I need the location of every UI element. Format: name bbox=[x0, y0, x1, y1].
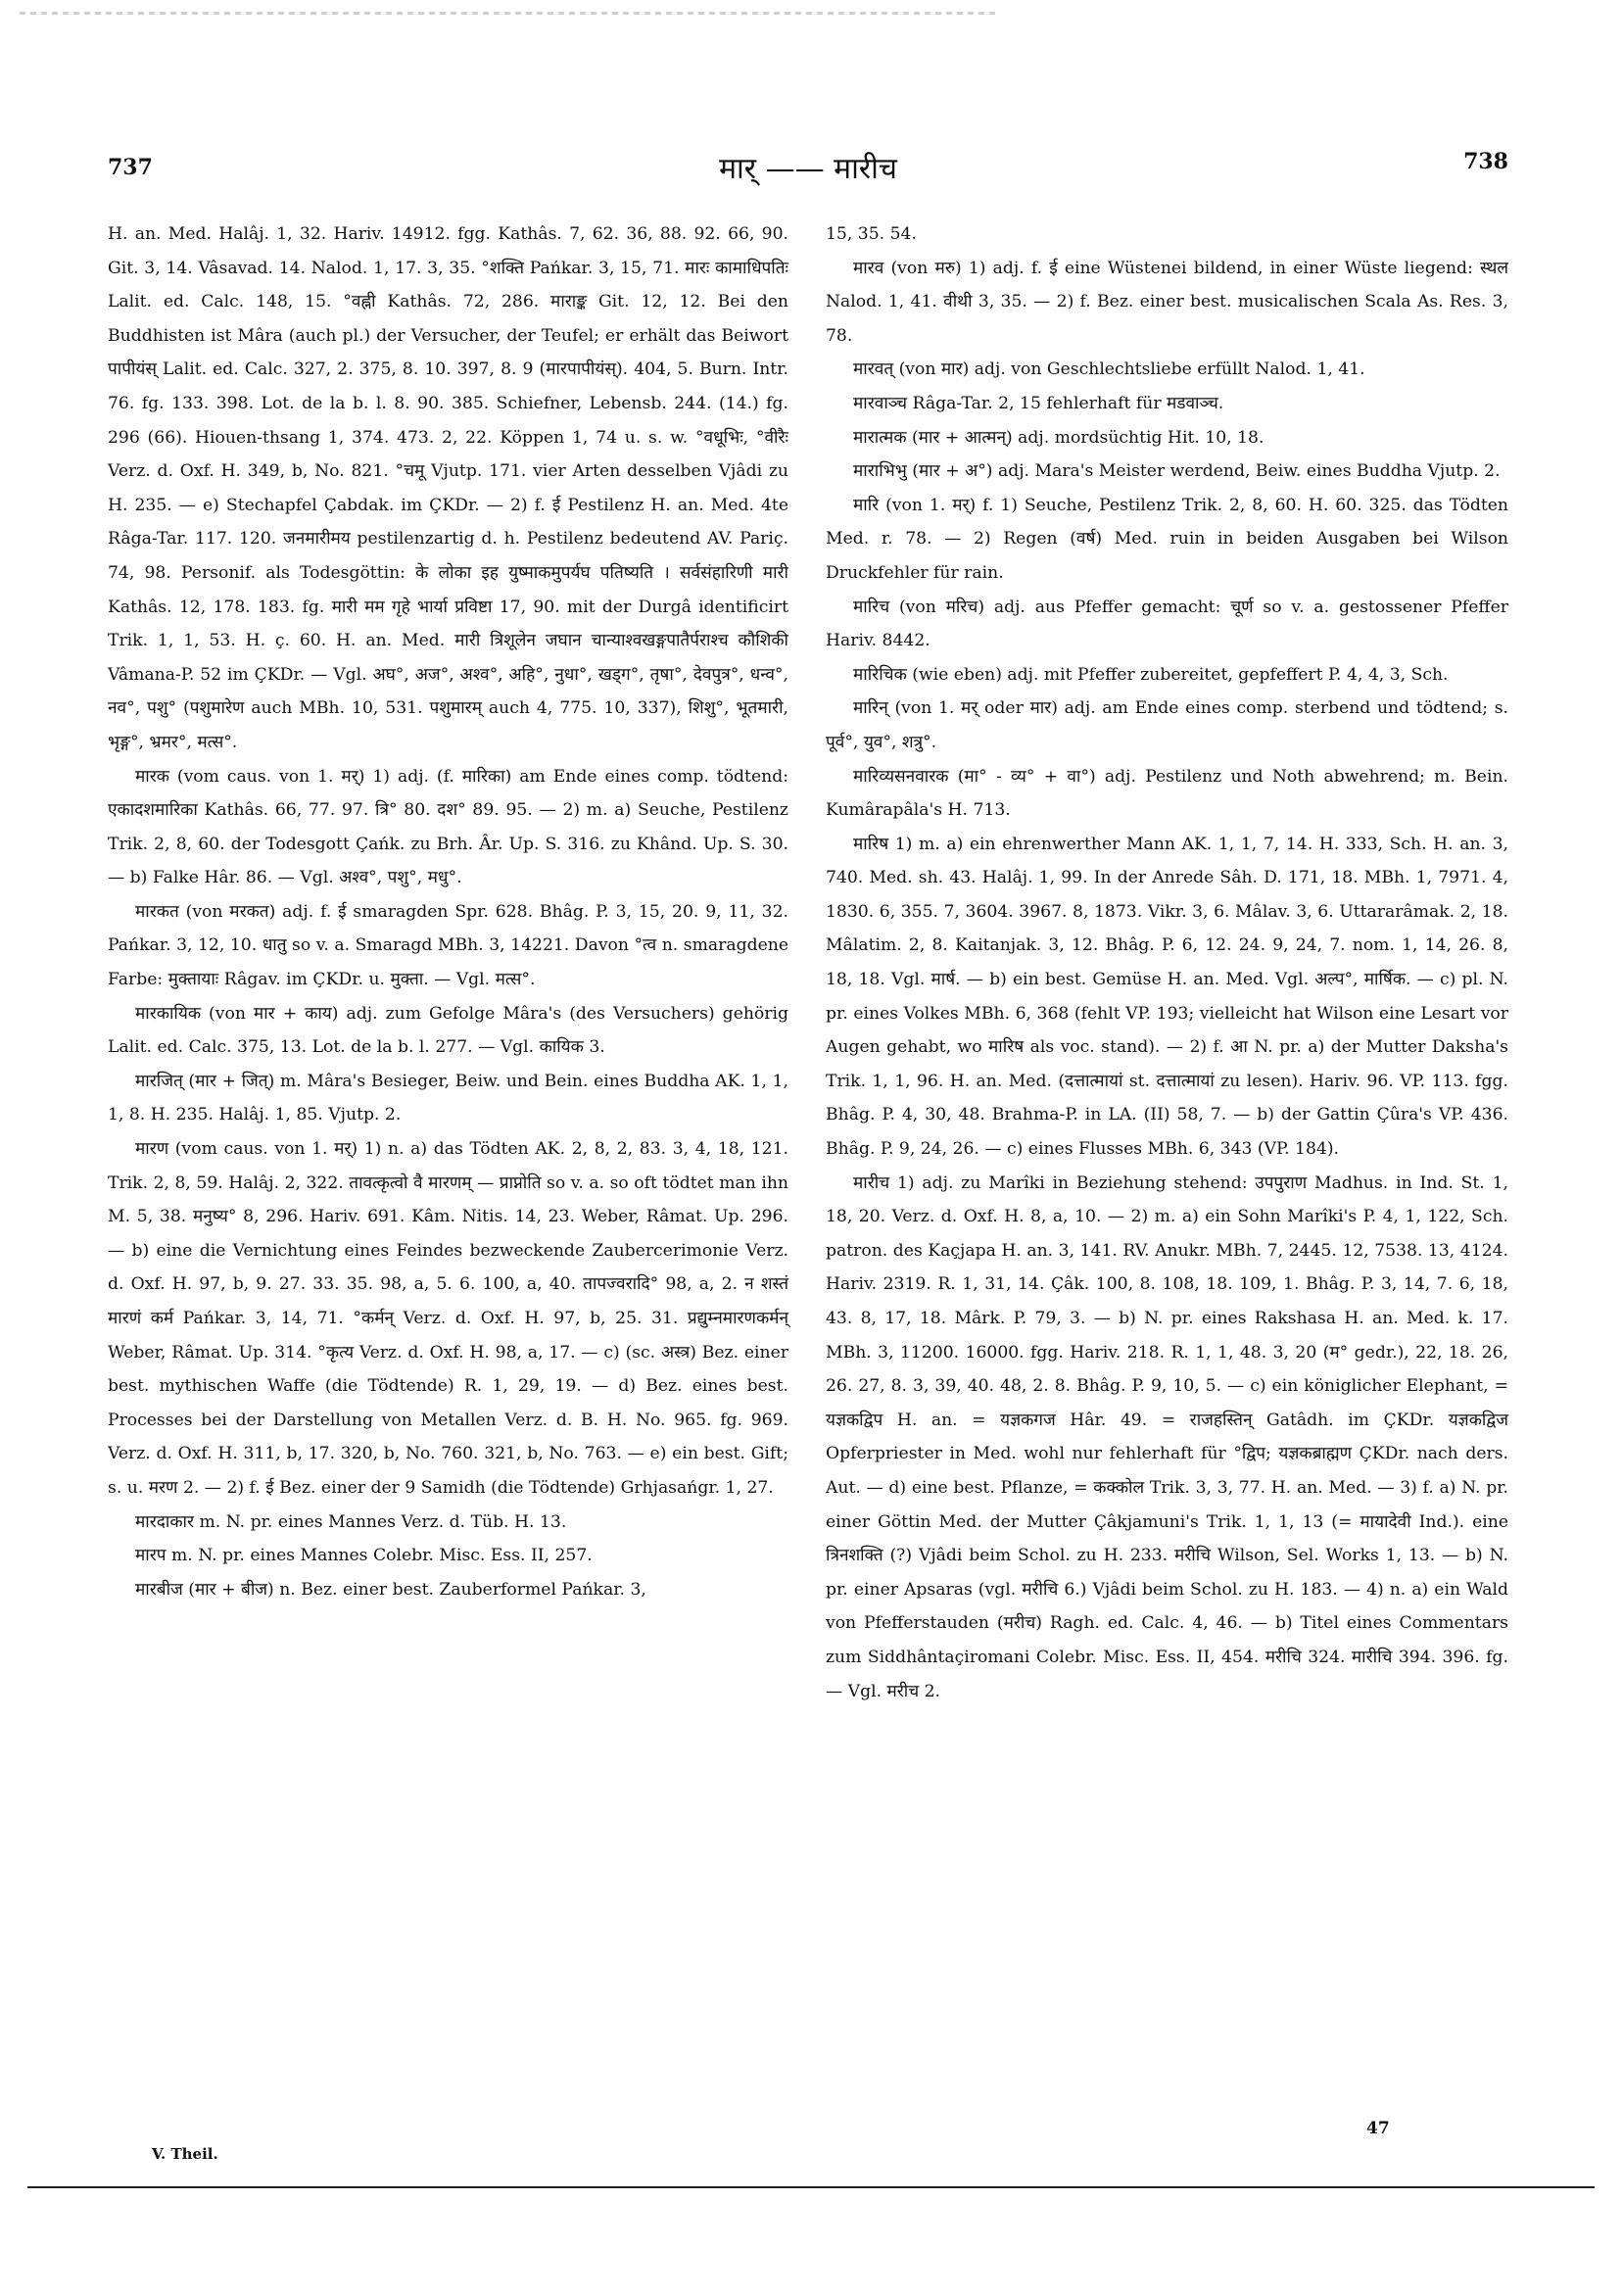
left-page-number: 737 bbox=[108, 155, 153, 180]
entry-paragraph: मारवाञ्च Râga-Tar. 2, 15 fehlerhaft für मडवाञ्च. bbox=[853, 393, 1224, 413]
left-column bbox=[108, 217, 788, 1606]
entry-paragraph: मारिच (von मरिच) adj. aus Pfeffer gemacht: चूर्ण so v. a. gestossener Pfeffer Hariv. 8442. bbox=[826, 597, 1508, 651]
entry-paragraph: मारिचिक (wie eben) adj. mit Pfeffer zubereitet, gepfeffert P. 4, 4, 3, Sch. bbox=[853, 664, 1449, 685]
entry-paragraph: H. an. Med. Halâj. 1, 32. Hariv. 14912. fgg. Kathâs. 7, 62. 36, 88. 92. 66, 90. Git. 3, 14. Vâsavad. 14. Nalod. 1, 17. 3, 35. °शक्ति Pańkar. 3, 15, 71. मारः कामाधिपतिः Lalit. ed. Calc. 148, 15. °वह्नी Kathâs. 72, 286. माराङ्क Git. 12, 12. Bei den Buddhisten ist Mâra (auch pl.) der Versucher, der Teufel; er erhält das Beiwort पापीयंस् Lalit. ed. Calc. 327, 2. 375, 8. 10. 397, 8. 9 (मारपापीयंस्). 404, 5. Burn. Intr. 76. fg. 133. 398. Lot. de la b. l. 8. 90. 385. Schiefner, Lebensb. 244. (14.) fg. 296 (66). Hiouen-thsang 1, 374. 473. 2, 22. Köppen 1, 74 u. s. w. °वधूभिः, °वीरैः Verz. d. Oxf. H. 349, b, No. 821. °चमू Vjutp. 171. vier Arten desselben Vjâdi zu H. 235. — e) Stechapfel Çabdak. im ÇKDr. — 2) f. ई Pestilenz H. an. Med. 4te Râga-Tar. 117. 120. जनमारीमय pestilenzartig d. h. Pestilenz bedeutend AV. Pariç. 74, 98. Personif. als Todesgöttin: के लोका इह युष्माकमुपर्यघ पतिष्यति । सर्वसंहारिणी मारी Kathâs. 12, 178. 183. fg. मारी मम गृहे भार्या प्रविष्टा 17, 90. mit der Durgâ identificirt Trik. 1, 1, 53. H. ç. 60. H. an. Med. मारी त्रिशूलेन जघान चान्याश्वखङ्गपातैर्पराश्च कौशिकी Vâmana-P. 52 im ÇKDr. — Vgl. अघ°, अज°, अश्व°, अहि°, नुधा°, खड्ग°, तृषा°, देवपुत्र°, धन्व°, नव°, पशु° (पशुमारेण auch MBh. 10, 531. पशुमारम् auch 4, 775. 10, 337), शिशु°, भूतमारी, भृङ्ग°, भ्रमर°, मत्स°. bbox=[108, 224, 788, 752]
entry-paragraph: मारव (von मरु) 1) adj. f. ई eine Wüstenei bildend, in einer Wüste liegend: स्थल Nalod. 1, 41. वीथी 3, 35. — 2) f. Bez. einer best. musicalischen Scala As. Res. 3, 78. bbox=[826, 258, 1508, 346]
entry-paragraph: मारण (vom caus. von 1. मर्) 1) n. a) das Tödten AK. 2, 8, 2, 83. 3, 4, 18, 121. Trik. 2, 8, 59. Halâj. 2, 322. तावत्कृत्वो वै मारणम् — प्राप्नोति so v. a. so oft tödtet man ihn M. 5, 38. मनुष्य° 8, 296. Hariv. 691. Kâm. Nitis. 14, 23. Weber, Râmat. Up. 296. — b) eine die Vernichtung eines Feindes bezweckende Zaubercerimonie Verz. d. Oxf. H. 97, b, 9. 27. 33. 35. 98, a, 5. 6. 100, a, 40. तापज्वरादि° 98, a, 2. न शस्तं मारणं कर्म Pańkar. 3, 14, 71. °कर्मन् Verz. d. Oxf. H. 97, b, 25. 31. प्रद्युम्नमारणकर्मन् Weber, Râmat. Up. 314. °कृत्य Verz. d. Oxf. H. 98, a, 17. — c) (sc. अस्त्र) Bez. einer best. mythischen Waffe (die Tödtende) R. 1, 29, 19. — d) Bez. eines best. Processes bei der Darstellung von Metallen Verz. d. B. H. No. 965. fg. 969. Verz. d. Oxf. H. 311, b, 17. 320, b, No. 760. 321, b, No. 763. — e) ein best. Gift; s. u. मरण 2. — 2) f. ई Bez. einer der 9 Samidh (die Tödtende) Grhjasańgr. 1, 27. bbox=[108, 1139, 788, 1498]
entry-paragraph: मारबीज (मार + बीज) n. Bez. einer best. Zauberformel Pańkar. 3, bbox=[135, 1579, 646, 1600]
entry-paragraph: मारीच 1) adj. zu Marîki in Beziehung stehend: उपपुराण Madhus. in Ind. St. 1, 18, 20. Verz. d. Oxf. H. 8, a, 10. — 2) m. a) ein Sohn Marîki's P. 4, 1, 122, Sch. patron. des Kaçjapa H. an. 3, 141. RV. Anukr. MBh. 7, 2445. 12, 7538. 13, 4124. Hariv. 2319. R. 1, 31, 14. Çâk. 100, 8. 108, 18. 109, 1. Bhâg. P. 3, 14, 7. 6, 18, 43. 8, 17, 18. Mârk. P. 79, 3. — b) N. pr. eines Rakshasa H. an. Med. k. 17. MBh. 3, 11200. 16000. fgg. Hariv. 218. R. 1, 1, 48. 3, 20 (म° gedr.), 22, 18. 26, 26. 27, 8. 3, 39, 40. 48, 2. 8. Bhâg. P. 9, 10, 5. — c) ein königlicher Elephant, = यज्ञकद्विप H. an. = यज्ञकगज Hâr. 49. = राजहस्तिन् Gatâdh. im ÇKDr. यज्ञकद्विज Opferpriester in Med. wohl nur fehlerhaft für °द्विप; यज्ञकब्राह्मण ÇKDr. nach ders. Aut. — d) eine best. Pflanze, = कक्कोल Trik. 3, 3, 77. H. an. Med. — 3) f. a) N. pr. einer Göttin Med. der Mutter Çâkjamuni's Trik. 1, 1, 13 (= मायादेवी Ind.). eine त्रिनशक्ति (?) Vjâdi beim Schol. zu H. 233. मरीचि Wilson, Sel. Works 1, 13. — b) N. pr. einer Apsaras (vgl. मरीचि 6.) Vjâdi beim Schol. zu H. 183. — 4) n. a) ein Wald von Pfefferstauden (मरीच) Ragh. ed. Calc. 4, 46. — b) Titel eines Commentars zum Siddhântaçiromani Colebr. Misc. Ess. II, 454. मरीचि 324. मारीचि 394. 396. fg. — Vgl. मरीच 2. bbox=[826, 1172, 1508, 1701]
entry-paragraph: मारदाकार m. N. pr. eines Mannes Verz. d. Tüb. H. 13. bbox=[135, 1511, 567, 1532]
entry-paragraph: मारकत (von मरकत) adj. f. ई smaragden Spr. 628. Bhâg. P. 3, 15, 20. 9, 11, 32. Pańkar. 3, 12, 10. धातु so v. a. Smaragd MBh. 3, 14221. Davon °त्व n. smaragdene Farbe: मुक्तायाः Râgav. im ÇKDr. u. मुक्ता. — Vgl. मत्स°. bbox=[108, 901, 788, 990]
entry-paragraph: मारात्मक (मार + आत्मन्) adj. mordsüchtig Hit. 10, 18. bbox=[853, 427, 1264, 448]
entry-paragraph: माराभिभु (मार + अ°) adj. Mara's Meister werdend, Beiw. eines Buddha Vjutp. 2. bbox=[853, 461, 1501, 482]
sheet-number: 47 bbox=[1366, 2119, 1390, 2138]
entry-paragraph: 15, 35. 54. bbox=[826, 224, 917, 244]
entry-paragraph: मारि (von 1. मर्) f. 1) Seuche, Pestilenz Trik. 2, 8, 60. H. 60. 325. das Tödten Med. r. 78. — 2) Regen (वर्ष) Med. ruin in beiden Ausgaben bei Wilson Druckfehler für rain. bbox=[826, 495, 1508, 583]
volume-signature: V. Theil. bbox=[152, 2145, 218, 2163]
entry-paragraph: मारक (vom caus. von 1. मर्) 1) adj. (f. मारिका) am Ende eines comp. tödtend: एकादशमारिका Kathâs. 66, 77. 97. त्रि° 80. दश° 89. 95. — 2) m. a) Seuche, Pestilenz Trik. 2, 8, 60. der Todesgott Çańk. zu Brh. Âr. Up. S. 316. zu Khând. Up. S. 30. — b) Falke Hâr. 86. — Vgl. अश्व°, पशु°, मधु°. bbox=[108, 766, 788, 888]
entry-paragraph: मारकायिक (von मार + काय) adj. zum Gefolge Mâra's (des Versuchers) gehörig Lalit. ed. Calc. 375, 13. Lot. de la b. l. 277. — Vgl. कायिक 3. bbox=[108, 1003, 788, 1058]
right-page-number: 738 bbox=[1463, 149, 1508, 174]
entry-paragraph: मारवत् (von मार) adj. von Geschlechtsliebe erfüllt Nalod. 1, 41. bbox=[853, 359, 1365, 380]
entry-paragraph: मारिष 1) m. a) ein ehrenwerther Mann AK. 1, 1, 7, 14. H. 333, Sch. H. an. 3, 740. Med. sh. 43. Halâj. 1, 99. In der Anrede Sâh. D. 171, 18. MBh. 1, 7971. 4, 1830. 6, 355. 7, 3604. 3967. 8, 1873. Vikr. 3, 6. Mâlav. 3, 6. Uttararâmak. 2, 18. Mâlatim. 2, 8. Kaitanjak. 3, 12. Bhâg. P. 6, 12. 24. 9, 24, 7. nom. 1, 14, 26. 8, 18, 18. Vgl. मार्ष. — b) ein best. Gemüse H. an. Med. Vgl. अल्प°, मार्षिक. — c) pl. N. pr. eines Volkes MBh. 6, 368 (fehlt VP. 193; vielleicht hat Wilson eine Lesart vor Augen gehabt, wo मारिष als voc. stand). — 2) f. आ N. pr. a) der Mutter Daksha's Trik. 1, 1, 96. H. an. Med. (दत्तात्मायां st. दत्तात्मायां zu lesen). Hariv. 96. VP. 113. fgg. Bhâg. P. 4, 30, 48. Brahma-P. in LA. (II) 58, 7. — b) der Gattin Çûra's VP. 436. Bhâg. P. 9, 24, 26. — c) eines Flusses MBh. 6, 343 (VP. 184). bbox=[826, 834, 1508, 1160]
entry-paragraph: मारप m. N. pr. eines Mannes Colebr. Misc. Ess. II, 257. bbox=[135, 1546, 593, 1566]
page-header bbox=[108, 147, 1508, 196]
right-column bbox=[826, 217, 1508, 1708]
entry-paragraph: मारिन् (von 1. मर् oder मार) adj. am Ende eines comp. sterbend und tödtend; s. पूर्व°, युव°, शत्रु°. bbox=[826, 698, 1508, 752]
bottom-rule bbox=[27, 2186, 1595, 2188]
entry-paragraph: मारिव्यसनवारक (मा° - व्य° + वा°) adj. Pestilenz und Noth abwehrend; m. Bein. Kumârapâla's H. 713. bbox=[826, 766, 1508, 821]
entry-paragraph: मारजित् (मार + जित्) m. Mâra's Besieger, Beiw. und Bein. eines Buddha AK. 1, 1, 1, 8. H. 235. Halâj. 1, 85. Vjutp. 2. bbox=[108, 1071, 788, 1125]
scan-noise-strip bbox=[20, 12, 999, 15]
running-title: मार् —— मारीच bbox=[719, 152, 897, 186]
